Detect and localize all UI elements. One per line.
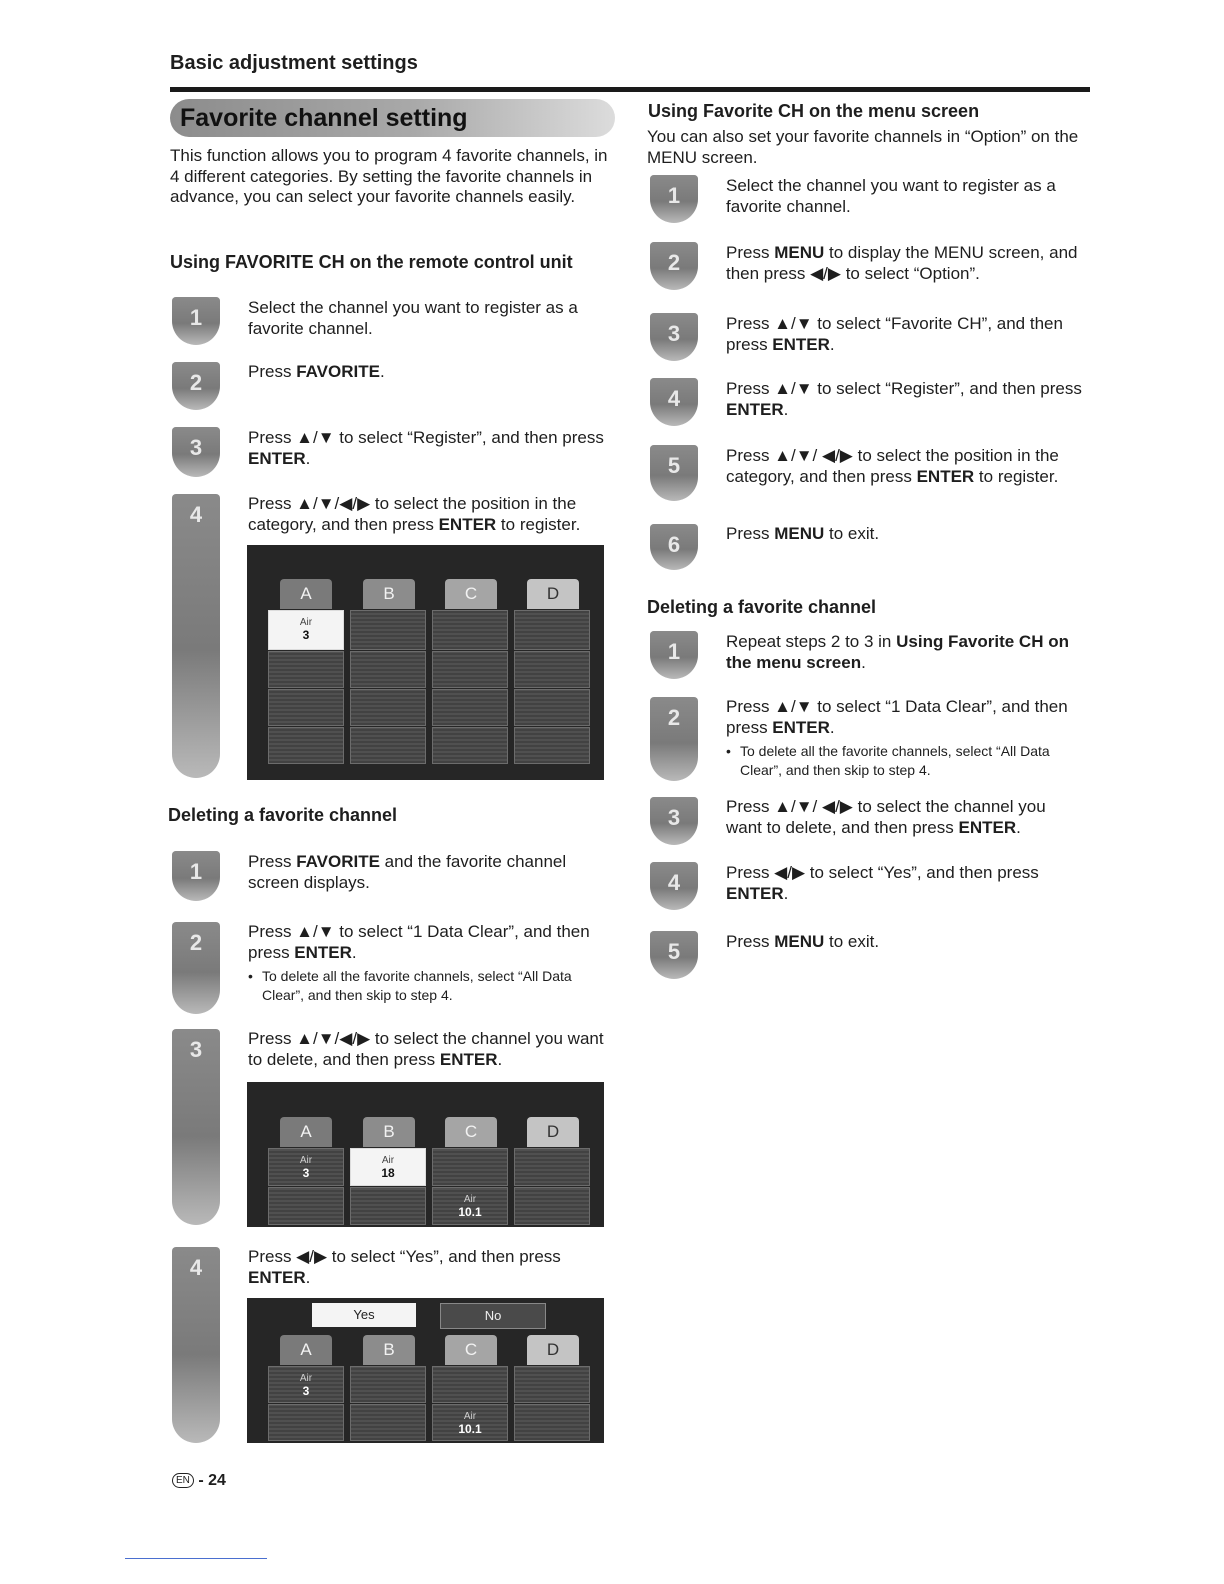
channel-slot: Air 3 — [268, 1366, 344, 1403]
tab-b: B — [363, 1335, 415, 1365]
step-text: Press ▲/▼/ ◀/▶ to select the position in the category, and then press ENTER to register. — [726, 446, 1059, 486]
favorite-screen-delete-select — [247, 1082, 604, 1227]
step-text: Press ▲/▼ to select “Register”, and then press ENTER. — [248, 428, 604, 468]
menu-lead: You can also set your favorite channels in “Option” on the MENU screen. — [647, 127, 1079, 167]
step-number-badge: 4 — [172, 494, 220, 778]
channel-slot — [350, 1187, 426, 1225]
favorite-screen-delete-confirm — [247, 1298, 604, 1443]
channel-slot — [432, 610, 508, 650]
channel-slot — [432, 1148, 508, 1186]
step-text: Press ▲/▼ to select “1 Data Clear”, and then press ENTER. • To delete all the favorite channels, select “All Data Clear”, and then skip to step 4. — [248, 922, 608, 1005]
channel-slot — [514, 610, 590, 650]
no-option: No — [440, 1303, 546, 1329]
channel-slot: Air 10.1 — [432, 1404, 508, 1441]
step-number-badge: 5 — [650, 445, 698, 501]
channel-slot — [514, 651, 590, 688]
step-text: Press ◀/▶ to select “Yes”, and then press ENTER. — [726, 863, 1039, 903]
channel-slot — [514, 1366, 590, 1403]
tab-a: A — [280, 579, 332, 609]
tab-c: C — [445, 1117, 497, 1147]
delete-heading-left: Deleting a favorite channel — [168, 805, 398, 825]
channel-slot — [514, 1187, 590, 1225]
step-number-badge: 2 — [172, 922, 220, 1014]
channel-slot — [514, 1148, 590, 1186]
channel-slot — [268, 651, 344, 688]
channel-slot-selected: Air 18 — [350, 1148, 426, 1186]
step-text: Press ◀/▶ to select “Yes”, and then press ENTER. — [248, 1247, 561, 1287]
step-number-badge: 2 — [172, 362, 220, 410]
channel-slot — [350, 651, 426, 688]
step-number-badge: 3 — [172, 427, 220, 477]
tab-b: B — [363, 579, 415, 609]
channel-slot — [432, 651, 508, 688]
delete-heading-right: Deleting a favorite channel — [647, 597, 877, 617]
channel-slot — [514, 1404, 590, 1441]
favorite-screen-register — [247, 545, 604, 780]
step-note: • To delete all the favorite channels, select “All Data Clear”, and then skip to step 4. — [248, 967, 608, 1005]
channel-slot — [432, 727, 508, 764]
step-text: Press FAVORITE and the favorite channel screen displays. — [248, 852, 567, 892]
step-number-badge: 3 — [650, 797, 698, 845]
channel-slot — [268, 1404, 344, 1441]
step-text: Press ▲/▼ to select “Register”, and then press ENTER. — [726, 379, 1082, 419]
channel-slot — [432, 1366, 508, 1403]
language-badge: EN — [172, 1473, 194, 1488]
step-number-badge: 4 — [650, 862, 698, 910]
step-note: • To delete all the favorite channels, select “All Data Clear”, and then skip to step 4. — [726, 742, 1076, 780]
page-title: Favorite channel setting — [180, 104, 468, 132]
step-text: Press MENU to exit. — [726, 524, 880, 543]
step-number-badge: 6 — [650, 524, 698, 570]
channel-slot — [514, 727, 590, 764]
channel-slot: Air 3 — [268, 1148, 344, 1186]
step-text: Press ▲/▼/ ◀/▶ to select the channel you want to delete, and then press ENTER. — [726, 797, 1046, 837]
tab-c: C — [445, 579, 497, 609]
step-number-badge: 1 — [650, 175, 698, 223]
step-number-badge: 5 — [650, 931, 698, 979]
step-number-badge: 3 — [172, 1029, 220, 1225]
step-number-badge: 4 — [650, 378, 698, 426]
channel-slot — [350, 1404, 426, 1441]
tab-a: A — [280, 1117, 332, 1147]
step-text: Press ▲/▼ to select “Favorite CH”, and then press ENTER. — [726, 314, 1063, 354]
channel-slot — [432, 689, 508, 726]
step-number-badge: 2 — [650, 242, 698, 290]
channel-slot — [514, 689, 590, 726]
channel-slot — [268, 727, 344, 764]
step-number-badge: 1 — [172, 297, 220, 345]
step-number-badge: 3 — [650, 313, 698, 361]
step-text: Select the channel you want to register as a favorite channel. — [726, 176, 1056, 216]
channel-slot — [350, 727, 426, 764]
step-number-badge: 1 — [172, 851, 220, 901]
channel-slot — [268, 1187, 344, 1225]
step-text: Press ▲/▼/◀/▶ to select the position in the category, and then press ENTER to register. — [248, 494, 581, 534]
tab-c: C — [445, 1335, 497, 1365]
step-text: Press ▲/▼/◀/▶ to select the channel you want to delete, and then press ENTER. — [248, 1029, 604, 1069]
tab-a: A — [280, 1335, 332, 1365]
page-number: - 24 — [198, 1472, 226, 1489]
tab-d: D — [527, 1335, 579, 1365]
section-header: Basic adjustment settings — [170, 52, 418, 74]
step-text: Press MENU to display the MENU screen, and then press ◀/▶ to select “Option”. — [726, 243, 1078, 283]
channel-slot-selected: Air 3 — [268, 610, 344, 650]
tab-d: D — [527, 1117, 579, 1147]
step-number-badge: 2 — [650, 697, 698, 781]
step-number-badge: 1 — [650, 631, 698, 679]
step-text: Repeat steps 2 to 3 in Using Favorite CH on the menu screen. — [726, 632, 1069, 672]
step-text: Press ▲/▼ to select “1 Data Clear”, and then press ENTER. • To delete all the favorite channels, select “All Data Clear”, and then skip to step 4. — [726, 697, 1076, 780]
intro-paragraph: This function allows you to program 4 favorite channels, in 4 different categories. By setting the favorite channels in advance, you can select your favorite channels easily. — [170, 146, 608, 206]
step-text: Press MENU to exit. — [726, 932, 880, 951]
step-text: Select the channel you want to register as a favorite channel. — [248, 298, 578, 338]
tab-d: D — [527, 579, 579, 609]
channel-slot — [350, 1366, 426, 1403]
footer-link-line — [125, 1558, 267, 1559]
channel-slot — [350, 610, 426, 650]
yes-option: Yes — [312, 1303, 416, 1327]
channel-slot: Air 10.1 — [432, 1187, 508, 1225]
channel-slot — [268, 689, 344, 726]
page-footer — [172, 1472, 226, 1490]
header-rule — [170, 87, 1090, 92]
remote-heading: Using FAVORITE CH on the remote control unit — [170, 252, 573, 272]
step-text: Press FAVORITE. — [248, 362, 385, 381]
channel-slot — [350, 689, 426, 726]
menu-heading: Using Favorite CH on the menu screen — [648, 101, 980, 121]
tab-b: B — [363, 1117, 415, 1147]
step-number-badge: 4 — [172, 1247, 220, 1443]
